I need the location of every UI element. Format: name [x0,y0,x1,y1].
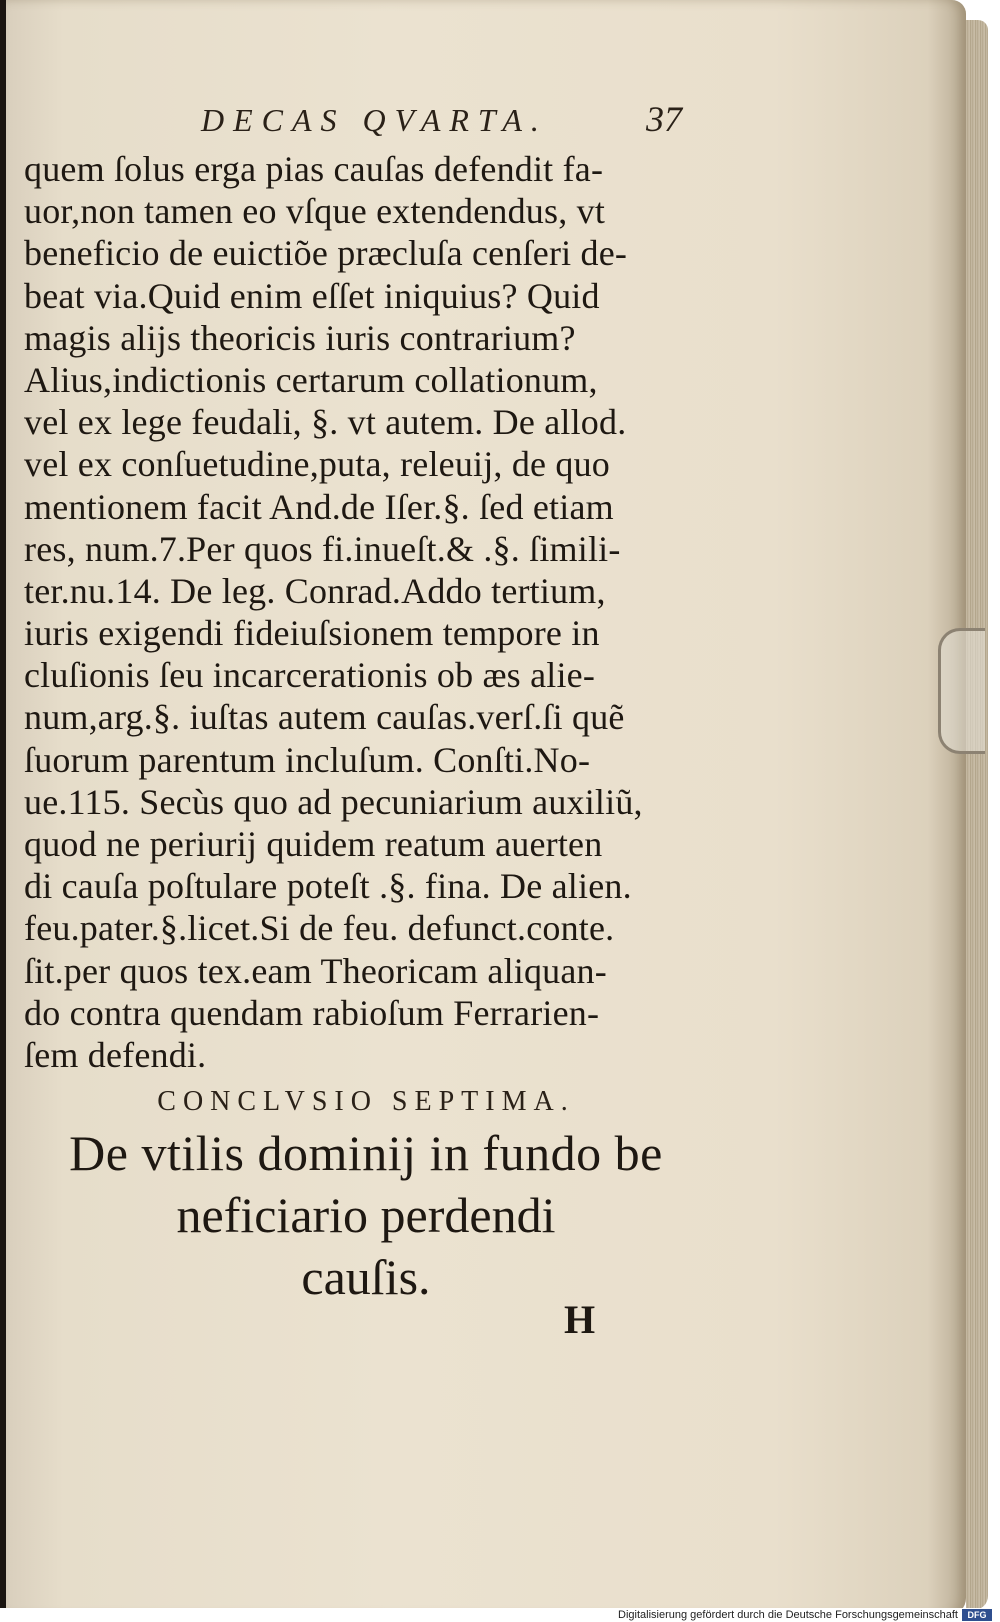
dfg-logo-icon: DFG [962,1609,992,1621]
text-line: uor,non tamen eo vſque extendendus, vt [24,191,606,232]
book-page [6,0,966,1616]
footer-credit: Digitalisierung gefördert durch die Deutsche Forschungsgemeinschaft [618,1609,958,1621]
heading-line: cauſis. [301,1249,431,1305]
running-head [6,96,966,144]
text-line: Alius,indictionis certarum collationum, [24,359,598,400]
text-line: ter.nu.14. De leg. Conrad.Addo tertium, [24,570,606,611]
text-line: ſuorum parentum incluſum. Conſti.No- [24,739,591,780]
text-line: feu.pater.§.licet.Si de feu. defunct.conte. [24,908,615,949]
heading-line: De vtilis dominij in fundo be [69,1125,663,1181]
section-subheading: CONCLVSIO SEPTIMA. [157,1086,575,1117]
text-line: num,arg.§. iuſtas autem cauſas.verſ.ſi quẽ [24,697,625,738]
section-heading [6,1122,726,1308]
text-line: ſit.per quos tex.eam Theoricam aliquan- [24,950,607,991]
text-line: cluſionis ſeu incarcerationis ob æs alie- [24,655,596,696]
signature-mark: H [564,1297,596,1342]
text-line: beneficio de euictiõe præcluſa cenſeri de- [24,233,628,274]
heading-line: neficiario perdendi [176,1187,556,1243]
text-line: magis alijs theoricis iuris contrarium? [24,317,576,358]
body-text [24,148,714,1076]
running-head-title: DECAS QVARTA. [201,102,548,138]
text-line: iuris exigendi fideiuſsionem tempore in [24,613,600,654]
text-line: do contra quendam rabioſum Ferrarien- [24,992,600,1033]
text-line: quem ſolus erga pias cauſas defendit fa- [24,149,604,189]
text-line: res, num.7.Per quos fi.inueſt.& .§. ſimili- [24,528,621,569]
text-line: vel ex lege feudali, §. vt autem. De allod. [24,402,627,443]
text-line: ue.115. Secùs quo ad pecuniarium auxiliũ, [24,781,643,822]
page-clip [938,628,985,754]
page-number: 37 [646,99,682,139]
text-line: mentionem facit And.de Iſer.§. ſed etiam [24,486,614,527]
text-line: di cauſa poſtulare poteſt .§. fina. De alien. [24,866,632,907]
text-line: quod ne periurij quidem reatum auerten [24,824,603,864]
text-line: vel ex conſuetudine,puta, releuij, de quo [24,444,611,485]
text-line: ſem defendi. [24,1034,207,1075]
text-line: beat via.Quid enim eſſet iniquius? Quid [24,275,600,316]
page-stack-edge [966,20,988,1610]
